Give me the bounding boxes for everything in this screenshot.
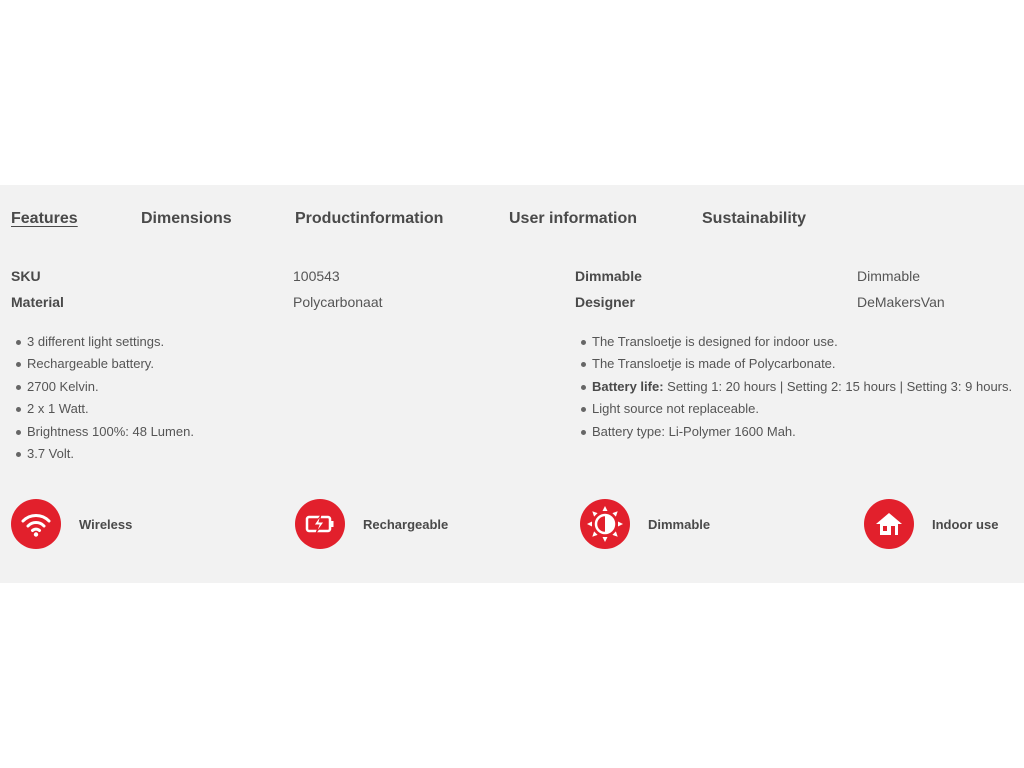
- list-item: 3 different light settings.: [11, 331, 194, 353]
- battery-charging-icon: [295, 499, 345, 549]
- feature-wireless: [11, 499, 132, 549]
- list-item: Light source not replaceable.: [576, 398, 1012, 420]
- designer-value: DeMakersVan: [857, 294, 945, 310]
- list-item: Brightness 100%: 48 Lumen.: [11, 421, 194, 443]
- feature-label: Dimmable: [648, 516, 711, 532]
- list-item: Rechargeable battery.: [11, 353, 194, 375]
- feature-label: Rechargeable: [363, 516, 449, 532]
- list-item: 2700 Kelvin.: [11, 376, 194, 398]
- feature-rechargeable: [295, 499, 448, 549]
- wifi-icon: [11, 499, 61, 549]
- material-label: Material: [11, 294, 64, 310]
- feature-indoor-use: [864, 499, 998, 549]
- feature-label: Indoor use: [932, 516, 999, 532]
- list-item: The Transloetje is designed for indoor use.: [576, 331, 1012, 353]
- tab-productinformation[interactable]: Productinformation: [295, 210, 444, 227]
- battery-life-value: Setting 1: 20 hours | Setting 2: 15 hours | Setting 3: 9 hours.: [663, 378, 1013, 394]
- sku-value: 100543: [293, 268, 340, 284]
- house-icon: [864, 499, 914, 549]
- feature-dimmable: [580, 499, 710, 549]
- list-item: 2 x 1 Watt.: [11, 398, 194, 420]
- list-item: Battery type: Li-Polymer 1600 Mah.: [576, 421, 1012, 443]
- tab-dimensions[interactable]: Dimensions: [141, 210, 232, 227]
- dimmable-label: Dimmable: [575, 268, 642, 284]
- tab-sustainability[interactable]: Sustainability: [702, 210, 807, 227]
- dimmable-value: Dimmable: [857, 268, 921, 284]
- material-value: Polycarbonaat: [293, 294, 383, 310]
- tab-features[interactable]: Features: [11, 210, 78, 227]
- sun-icon: [580, 499, 630, 549]
- list-item: 3.7 Volt.: [11, 443, 194, 465]
- sku-label: SKU: [11, 268, 41, 284]
- tab-user-information[interactable]: User information: [509, 210, 638, 227]
- usage-info-list: [576, 331, 1012, 443]
- battery-life-label: Battery life:: [592, 378, 664, 394]
- list-item: The Transloetje is made of Polycarbonate.: [576, 353, 1012, 375]
- designer-label: Designer: [575, 294, 635, 310]
- feature-label: Wireless: [79, 516, 133, 532]
- features-list: [11, 331, 194, 465]
- list-item: [576, 376, 1012, 398]
